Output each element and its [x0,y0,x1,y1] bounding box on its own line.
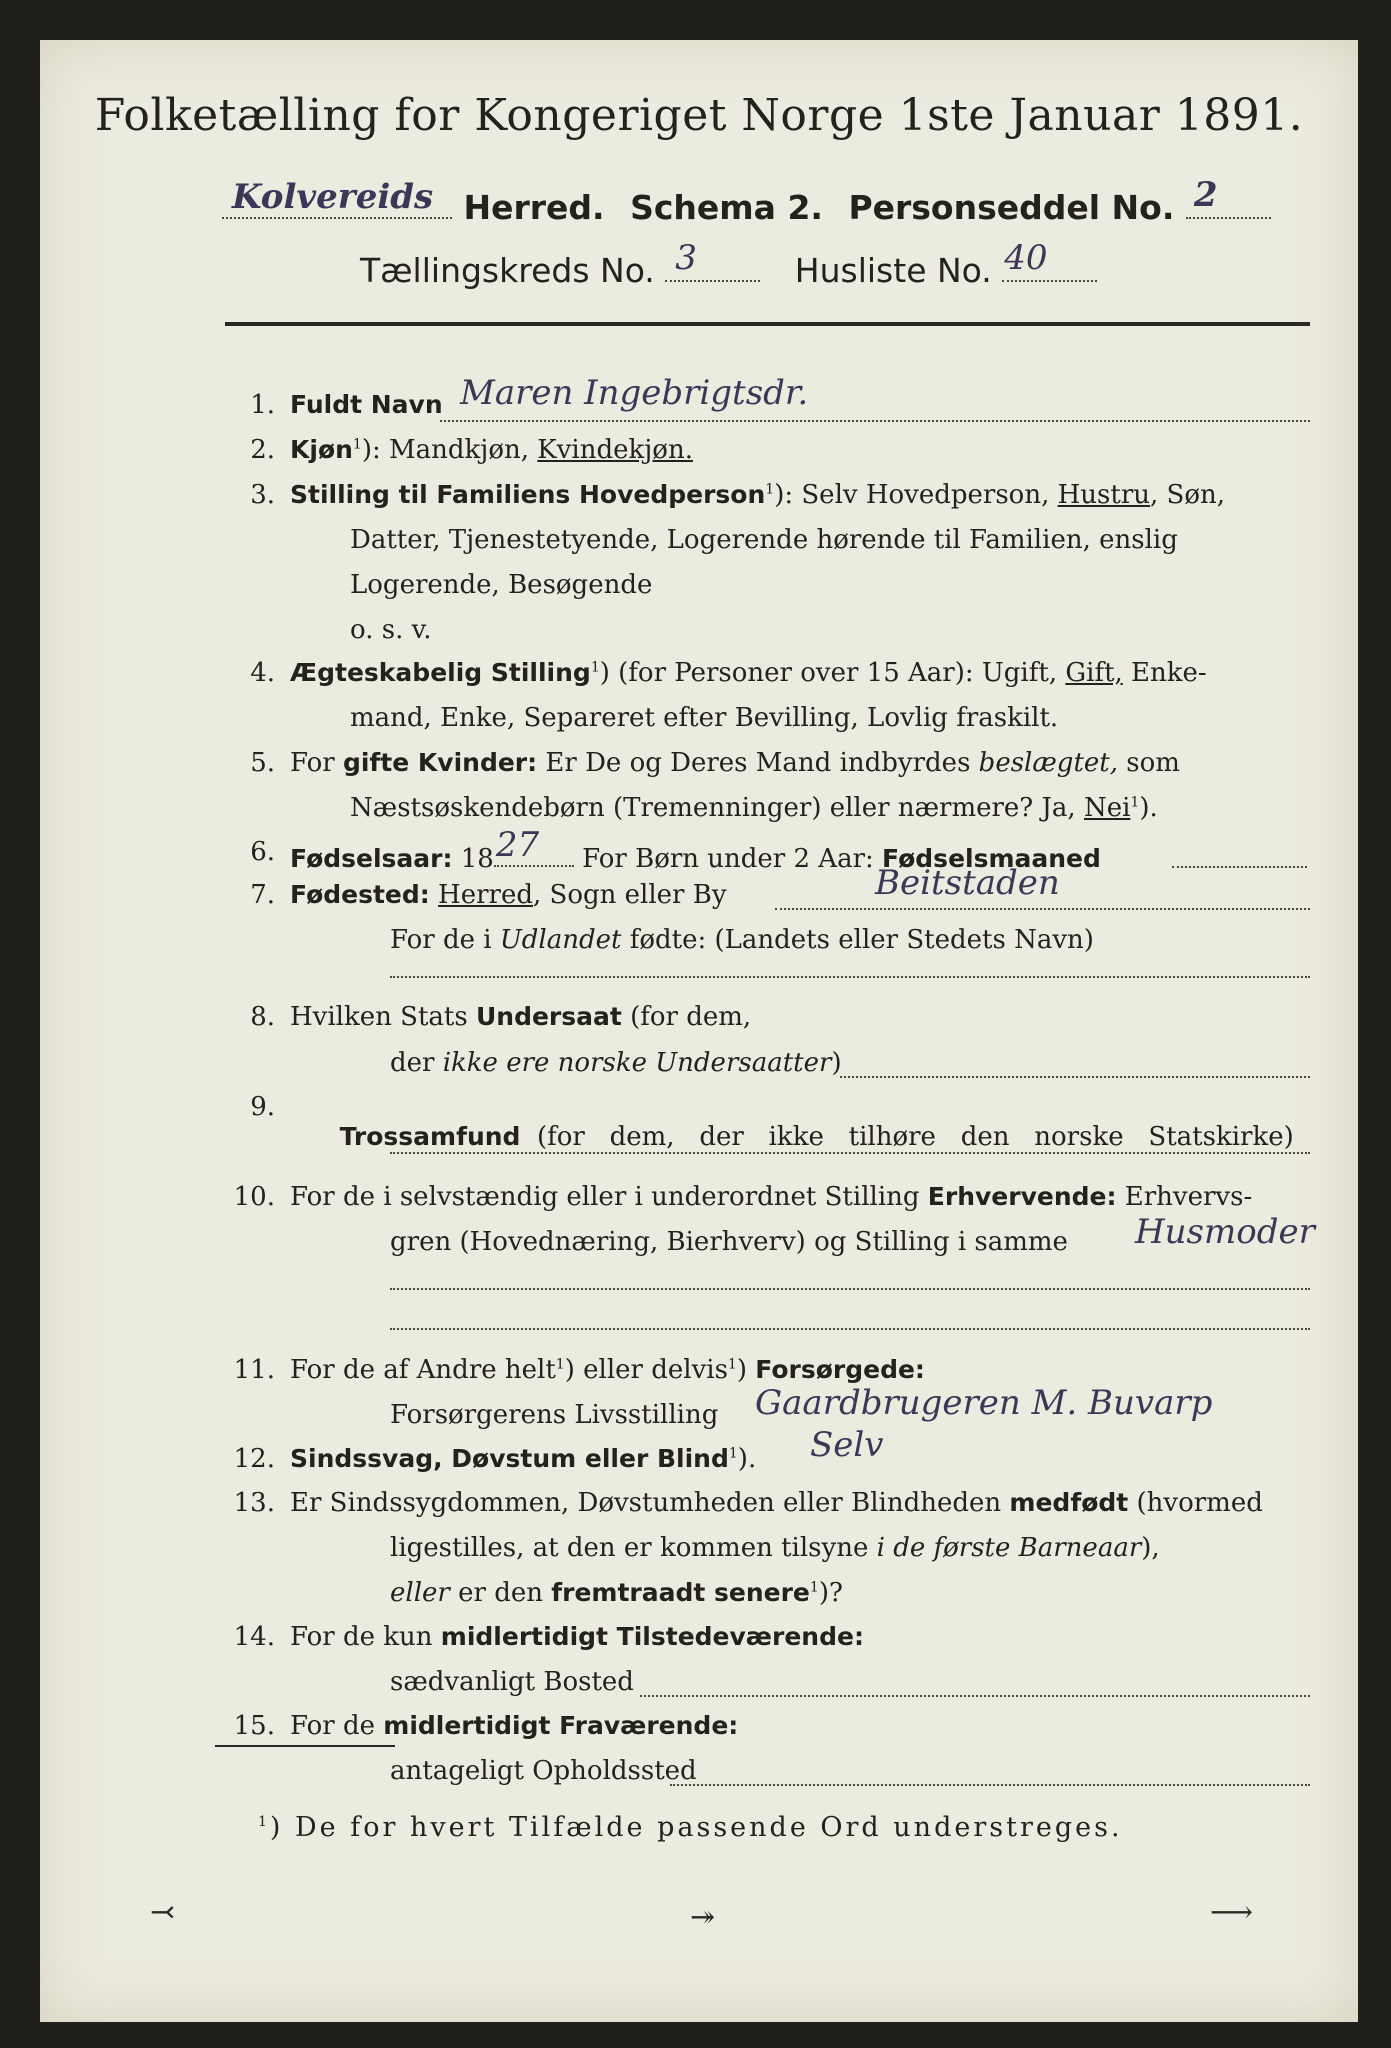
margin-mark-left: ⤙ [150,1895,176,1930]
item-4-number: 4. [250,658,275,688]
item-14-label: midlertidigt Tilstedeværende: [440,1622,864,1651]
herred-handwritten: Kolvereids [232,177,434,217]
item-4-selected: Gift, [1065,658,1123,688]
item-9-label: Trossamfund [339,1122,521,1151]
schema-label: Schema 2. [630,188,823,227]
item-7: Fødested: Herred, Sogn eller By [290,880,727,910]
item-3-label: Stilling til Familiens Hovedperson [290,480,766,509]
item-10: For de i selvstændig eller i underordnet Stilling Erhvervende: Erhvervs- [290,1182,1253,1212]
kreds-handwritten: 3 [675,238,697,278]
item-7-dotline2 [390,976,1310,978]
margin-mark-center: ↠ [690,1900,716,1935]
item-10-label: Erhvervende: [927,1182,1117,1211]
personseddel-label: Personseddel No. [848,188,1175,227]
item-15-dotline [670,1784,1310,1786]
kreds-label: Tællingskreds No. [360,251,655,290]
item-14-dotline [640,1695,1310,1697]
item-10-dotline2 [390,1328,1310,1330]
item-10-number: 10. [233,1182,275,1212]
item-1-number: 1. [250,390,275,420]
item-10-dotline [390,1288,1310,1290]
item-13-number: 13. [233,1488,275,1518]
item-6: Fødselsaar: 18 27 For Børn under 2 Aar: Fødselsmaaned [290,825,1101,874]
item-9-dotline [390,1152,1310,1154]
item-6-handwritten: 27 [495,825,540,865]
item-3: Stilling til Familiens Hovedperson$^1$): Selv Hovedperson, Hustru, Søn, [290,480,1226,510]
footnote-rule [215,1745,395,1747]
item-6-label2: Fødselsmaaned [882,844,1101,873]
item-7-handwritten: Beitstaden [875,863,1060,903]
husliste-label: Husliste No. [794,251,992,290]
item-4-label: Ægteskabelig Stilling [290,658,591,687]
item-8-dotline [840,1076,1310,1078]
item-9-number: 9. [250,1092,275,1122]
item-3-line2: Datter, Tjenestetyende, Logerende hørende til Familien, enslig [350,525,1178,555]
item-5-number: 5. [250,748,275,778]
item-15: For de midlertidigt Fraværende: [290,1711,739,1741]
item-10-handwritten: Husmoder [1135,1212,1315,1252]
item-1-label: Fuldt Navn [290,390,443,419]
item-11-line2: Forsørgerens Livsstilling [390,1400,719,1430]
item-15-line2: antageligt Opholdssted [390,1756,697,1786]
item-12: Sindssvag, Døvstum eller Blind$^1$). [290,1444,757,1474]
item-3-line4: o. s. v. [350,615,432,645]
item-3-line3: Logerende, Besøgende [350,570,653,600]
item-7-number: 7. [250,880,275,910]
item-1-dotline [440,420,1310,422]
item-13-line2: ligestilles, at den er kommen tilsyne i de første Barneaar), [390,1533,1160,1563]
item-5-selected: Nei [1083,793,1131,823]
item-2-number: 2. [250,435,275,465]
item-13: Er Sindssygdommen, Døvstumheden eller Blindheden medfødt (hvormed [290,1488,1263,1518]
item-7-line2: For de i Udlandet fødte: (Landets eller Stedets Navn) [390,925,1094,955]
item-14-number: 14. [233,1622,275,1652]
item-14-line2: sædvanligt Bosted [390,1667,634,1697]
item-5-line2: Næstsøskendebørn (Tremenninger) eller nærmere? Ja, Nei$^1$). [350,793,1158,823]
form-title: Folketælling for Kongeriget Norge 1ste Januar 1891. [94,90,1304,141]
item-4: Ægteskabelig Stilling$^1$) (for Personer over 15 Aar): Ugift, Gift, Enke- [290,658,1207,688]
form-items [40,40,1358,2022]
item-10-line2: gren (Hovednæring, Bierhverv) og Stilling i samme [390,1227,1068,1257]
item-3-selected: Hustru [1057,480,1151,510]
item-7-dotline [775,908,1310,910]
item-8-label: Undersaat [475,1002,622,1031]
item-12-handwritten: Selv [810,1425,884,1465]
item-5-label: gifte Kvinder: [342,748,538,777]
herred-label: Herred. [463,188,605,227]
item-12-number: 12. [233,1444,275,1474]
item-11: For de af Andre helt$^1$) eller delvis$^1$) Forsørgede: [290,1355,925,1385]
item-12-label: Sindssvag, Døvstum eller Blind [290,1444,729,1473]
item-7-label: Fødested: [290,880,430,909]
item-4-line2: mand, Enke, Separeret efter Bevilling, Lovlig fraskilt. [350,703,1059,733]
item-11-label: Forsørgede: [755,1355,925,1384]
item-15-number: 15. [233,1711,275,1741]
margin-mark-right: ⟶ [1210,1895,1254,1930]
footnote: $^1$) De for hvert Tilfælde passende Ord understreges. [258,1812,1123,1843]
item-5: For gifte Kvinder: Er De og Deres Mand indbyrdes beslægtet, som [290,748,1180,778]
item-8-number: 8. [250,1002,275,1032]
item-11-handwritten: Gaardbrugeren M. Buvarp [755,1383,1213,1423]
husliste-handwritten: 40 [1004,238,1048,278]
census-form [40,40,1358,2022]
item-2-label: Kjøn [290,435,353,464]
item-9: Trossamfund (for dem, der ikke tilhøre den norske Statskirke) [339,1122,1294,1152]
item-13-label: medfødt [1009,1488,1129,1517]
item-2: Kjøn$^1$): Mandkjøn, Kvindekjøn. [290,435,693,465]
item-1-handwritten: Maren Ingebrigtsdr. [460,373,809,413]
item-14: For de kun midlertidigt Tilstedeværende: [290,1622,864,1652]
item-13-line3: eller er den fremtraadt senere$^1$)? [390,1578,843,1608]
item-6-label: Fødselsaar: [290,844,453,873]
item-3-number: 3. [250,480,275,510]
item-6-number: 6. [250,837,275,867]
item-11-number: 11. [233,1355,275,1385]
item-8-line2: der ikke ere norske Undersaatter) [390,1048,842,1078]
item-6-dotline [1172,866,1307,868]
item-2-selected: Kvindekjøn. [537,435,693,465]
item-1 [290,390,443,420]
personseddel-handwritten: 2 [1193,175,1218,215]
item-7-selected: Herred [438,880,533,910]
item-15-label: midlertidigt Fraværende: [383,1711,739,1740]
item-8: Hvilken Stats Undersaat (for dem, [290,1002,752,1032]
